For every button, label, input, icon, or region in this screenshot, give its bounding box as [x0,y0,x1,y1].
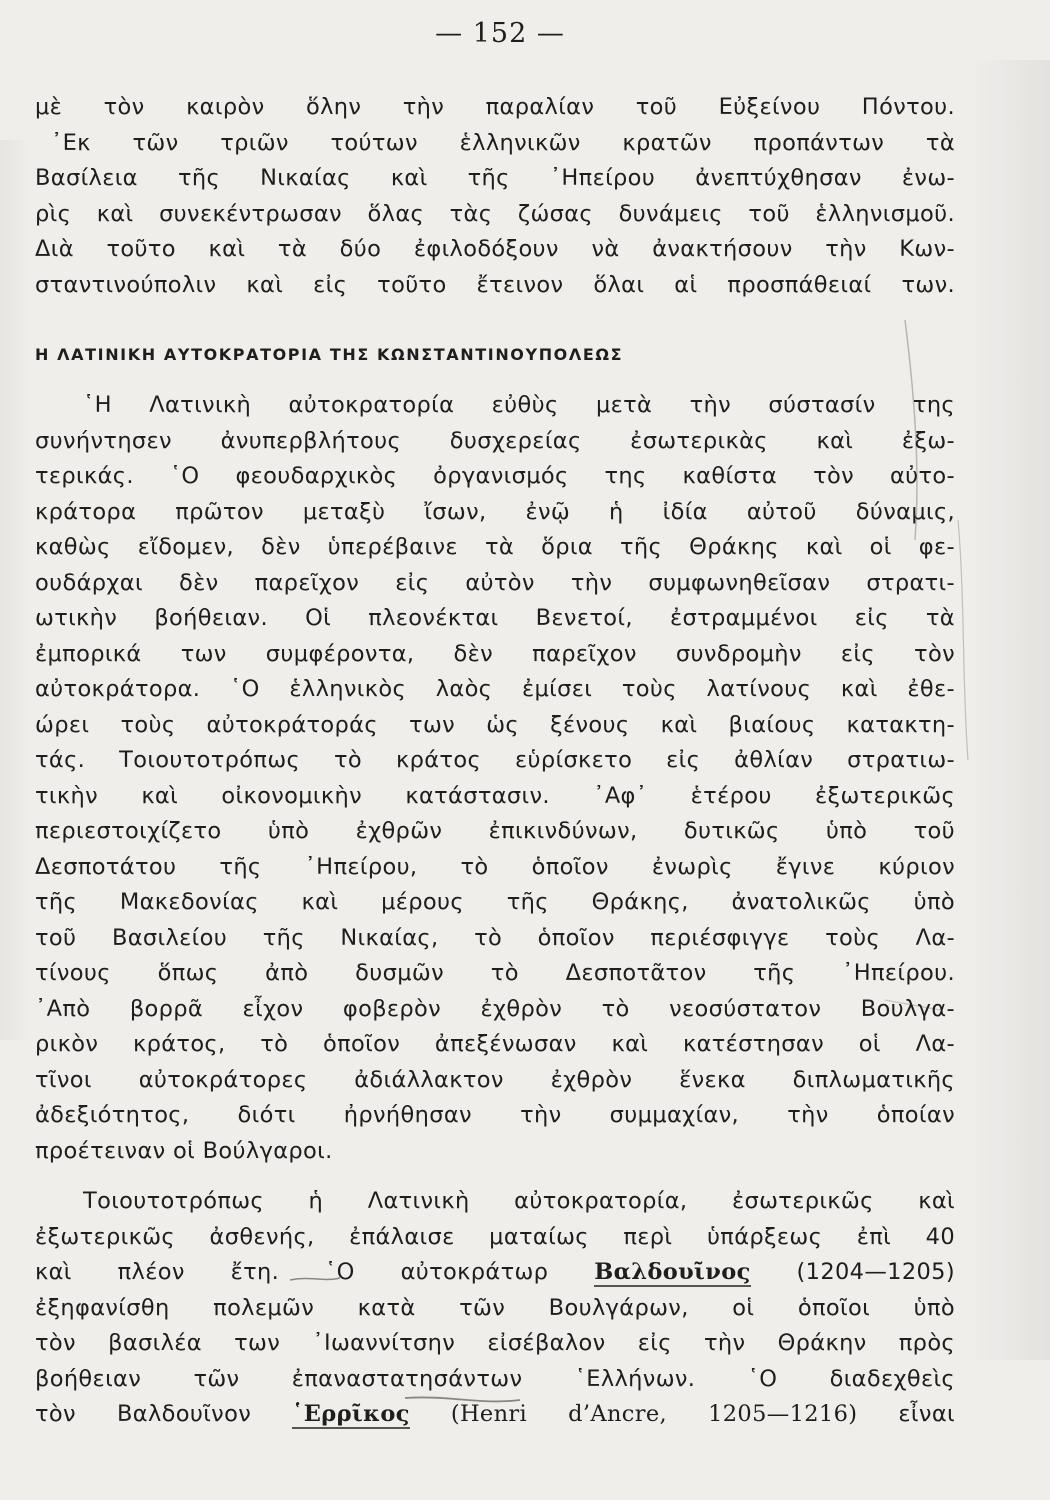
text-line: τοῦ Βασιλείου τῆς Νικαίας, τὸ ὁποῖον περιέσφιγγε τοὺς Λα- [35,924,955,951]
text-segment: εἶναι [898,1401,955,1427]
text-line: περιεστοιχίζετο ὑπὸ ἐχθρῶν ἐπικινδύνων, δυτικῶς ὑπὸ τοῦ [35,818,955,844]
paragraph-latin-empire [35,388,955,1169]
text-line: ἐξηφανίσθη πολεμῶν κατὰ τῶν Βουλγάρων, οἱ ὁποῖοι ὑπὸ [35,1294,955,1321]
text-line: τάς. Τοιουτοτρόπως τὸ κράτος εὑρίσκετο εἰς ἀθλίαν στρατιω- [35,747,955,773]
text-line: ρικὸν κράτος, τὸ ὁποῖον ἀπεξένωσαν καὶ κατέστησαν οἱ Λα- [35,1031,955,1057]
text-line: σταντινούπολιν καὶ εἰς τοῦτο ἔτεινον ὅλαι αἱ προσπάθειαί των. [35,271,955,298]
page-number: — 152 — [435,18,565,49]
emphasized-name-baldouinos: Βαλδουῖνος [594,1259,751,1285]
text-line: ωτικὴν βοήθειαν. Οἱ πλεονέκται Βενετοί, ἐστραμμένοι εἰς τὰ [35,605,955,631]
text-line: Βασίλεια τῆς Νικαίας καὶ τῆς ᾿Ηπείρου ἀνεπτύχθησαν ἐνω- [35,165,955,191]
text-line: τικὴν καὶ οἰκονομικὴν κατάστασιν. ᾿Αφ᾿ ἑτέρου ἐξωτερικῶς [35,782,955,809]
text-line: ᾿Εκ τῶν τριῶν τούτων ἑλληνικῶν κρατῶν προπάντων τὰ [51,129,955,156]
show-through-shadow-left [0,140,30,1040]
text-segment: (1204—1205) [796,1259,955,1285]
text-line: καθὼς εἴδομεν, δὲν ὑπερέβαινε τὰ ὅρια τῆς Θράκης καὶ οἱ φε- [35,534,955,560]
text-line-baldouinos [35,1255,955,1291]
text-line: τὸν βασιλέα των ᾿Ιωαννίτσην εἰσέβαλον εἰς τὴν Θράκην πρὸς [35,1330,955,1356]
text-line: συνήντησεν ἀνυπερβλήτους δυσχερείας ἐσωτερικὰς καὶ ἐξω- [35,427,955,454]
text-line: τίνους ὅπως ἀπὸ δυσμῶν τὸ Δεσποτᾶτον τῆς ᾿Ηπείρου. [35,960,955,986]
text-line: ᾿Απὸ βορρᾶ εἶχον φοβερὸν ἐχθρὸν τὸ νεοσύστατον Βουλγα- [35,995,955,1022]
text-line: ουδάρχαι δὲν παρεῖχον εἰς αὐτὸν τὴν συμφωνηθεῖσαν στρατι- [35,569,955,596]
text-line: ἀδεξιότητος, διότι ἠρνήθησαν τὴν συμμαχίαν, τὴν ὁποίαν [35,1102,955,1128]
text-line: τῆς Μακεδονίας καὶ μέρους τῆς Θράκης, ἀνατολικῶς ὑπὸ [35,889,955,915]
text-segment: καὶ πλέον ἔτη. ῾Ο αὐτοκράτωρ [35,1259,549,1285]
text-line: Δεσποτάτου τῆς ᾿Ηπείρου, τὸ ὁποῖον ἐνωρὶς ἔγινε κύριον [35,853,955,880]
text-line: βοήθειαν τῶν ἐπαναστατησάντων ῾Ελλήνων. ῾Ο διαδεχθεὶς [35,1365,955,1392]
text-segment: τὸν Βαλδουῖνον [35,1401,252,1427]
text-line: τῖνοι αὐτοκράτορες ἀδιάλλακτον ἐχθρὸν ἕνεκα διπλωματικῆς [35,1066,955,1093]
text-line: μὲ τὸν καιρὸν ὅλην τὴν παραλίαν τοῦ Εὐξείνου Πόντου. [35,94,955,120]
text-line: ἐξωτερικῶς ἀσθενής, ἐπάλαισε ματαίως περὶ ὑπάρξεως ἐπὶ 40 [35,1223,955,1250]
text-line: κράτορα πρῶτον μεταξὺ ἴσων, ἐνῷ ἡ ἰδία αὐτοῦ δύναμις, [35,498,955,525]
emphasized-name-errikos: ῾Ερρῖκος [292,1401,410,1427]
text-line: τερικάς. ῾Ο φεουδαρχικὸς ὀργανισμός της καθίστα τὸν αὐτο- [35,463,955,489]
text-line: ώρει τοὺς αὐτοκράτοράς των ὡς ξένους καὶ βιαίους κατακτη- [35,711,955,738]
text-line: Διὰ τοῦτο καὶ τὰ δύο ἐφιλοδόξουν νὰ ἀνακτήσουν τὴν Κων- [35,236,955,262]
paragraph-intro [35,90,955,303]
text-line-errikos [35,1397,955,1433]
text-line: Τοιουτοτρόπως ἡ Λατινικὴ αὐτοκρατορία, ἐσωτερικῶς καὶ [83,1188,955,1214]
latin-aside: (Henri d’Ancre, 1205—1216) [450,1401,858,1427]
text-line: προέτειναν οἱ Βούλγαροι. [35,1137,333,1164]
text-line: αὐτοκράτορα. ῾Ο ἑλληνικὸς λαὸς ἐμίσει τοὺς λατίνους καὶ ἐθε- [35,676,955,702]
text-line: ρὶς καὶ συνεκέντρωσαν ὅλας τὰς ζώσας δυνάμεις τοῦ ἑλληνισμοῦ. [35,200,955,227]
text-line: ῾Η Λατινικὴ αὐτοκρατορία εὐθὺς μετὰ τὴν σύστασίν της [83,392,955,418]
text-line: ἐμπορικά των συμφέροντα, δὲν παρεῖχον συνδρομὴν εἰς τὸν [35,640,955,667]
paragraph-conclusion [35,1184,955,1433]
show-through-shadow [970,60,1050,1360]
section-heading: Η ΛΑΤΙΝΙΚΗ ΑΥΤΟΚΡΑΤΟΡΙΑ ΤΗΣ ΚΩΝΣΤΑΝΤΙΝΟΥΠΟΛΕΩΣ [35,345,624,364]
